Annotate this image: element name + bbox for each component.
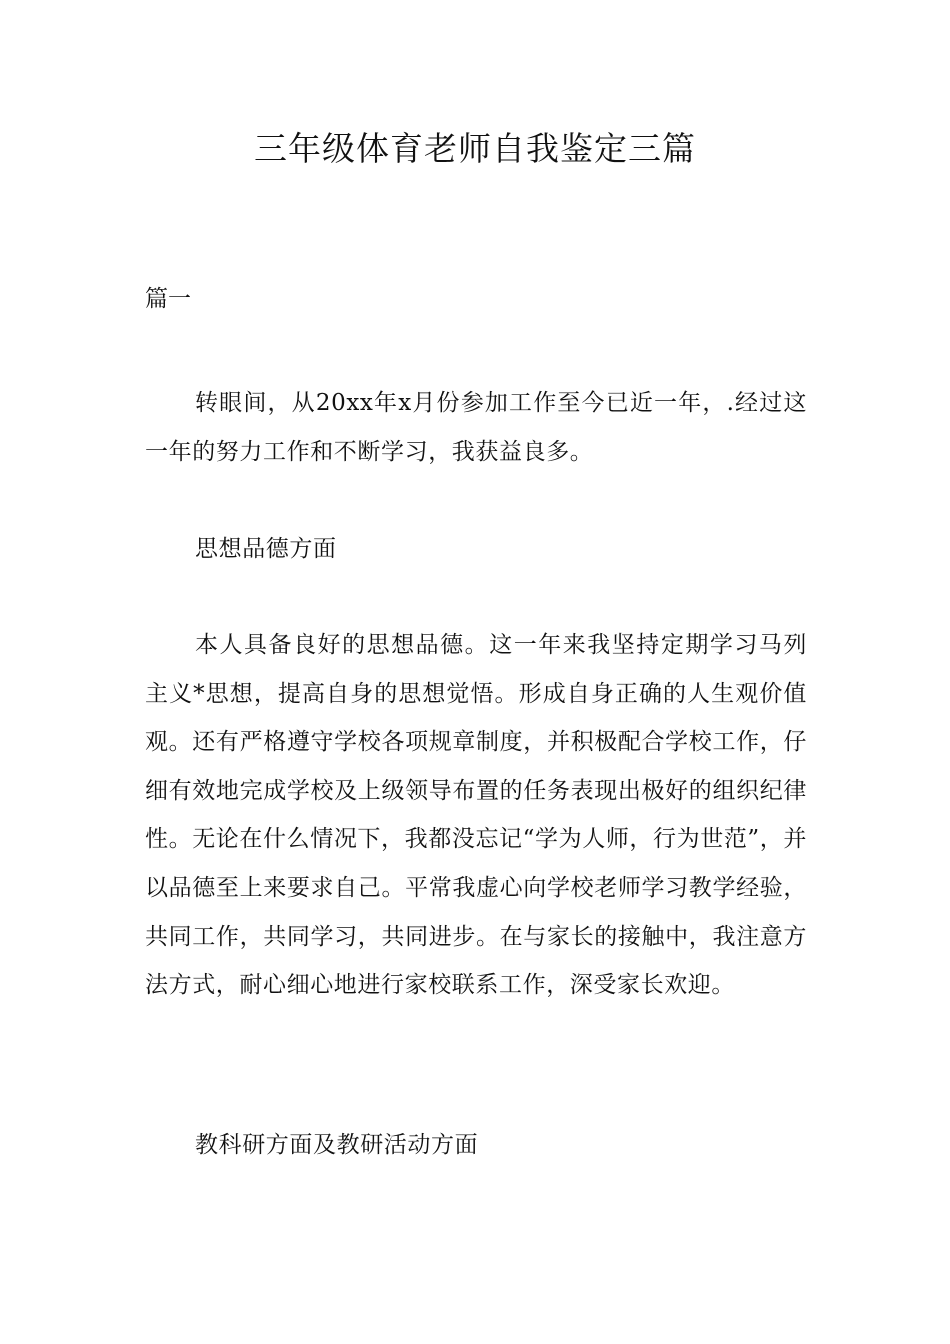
document-title: 三年级体育老师自我鉴定三篇 <box>254 129 696 168</box>
heading-teaching-research: 教科研方面及教研活动方面 <box>195 1132 479 1158</box>
section-label: 篇一 <box>145 286 191 312</box>
heading-moral-character: 思想品德方面 <box>195 536 337 562</box>
intro-paragraph: 转眼间，从20xx年x月份参加工作至今已近一年，.经过这一年的努力工作和不断学习，我获益良多。 <box>145 390 807 465</box>
moral-character-paragraph: 本人具备良好的思想品德。这一年来我坚持定期学习马列主义*思想，提高自身的思想觉悟。形成自身正确的人生观价值观。还有严格遵守学校各项规章制度，并积极配合学校工作，仔细有效地完成学校及上级领导布置的任务表现出极好的组织纪律性。无论在什么情况下，我都没忘记“学为人师，行为世范”，并以品德至上来要求自己。平常我虚心向学校老师学习教学经验，共同工作，共同学习，共同进步。在与家长的接触中，我注意方法方式，耐心细心地进行家校联系工作，深受家长欢迎。 <box>145 632 807 999</box>
